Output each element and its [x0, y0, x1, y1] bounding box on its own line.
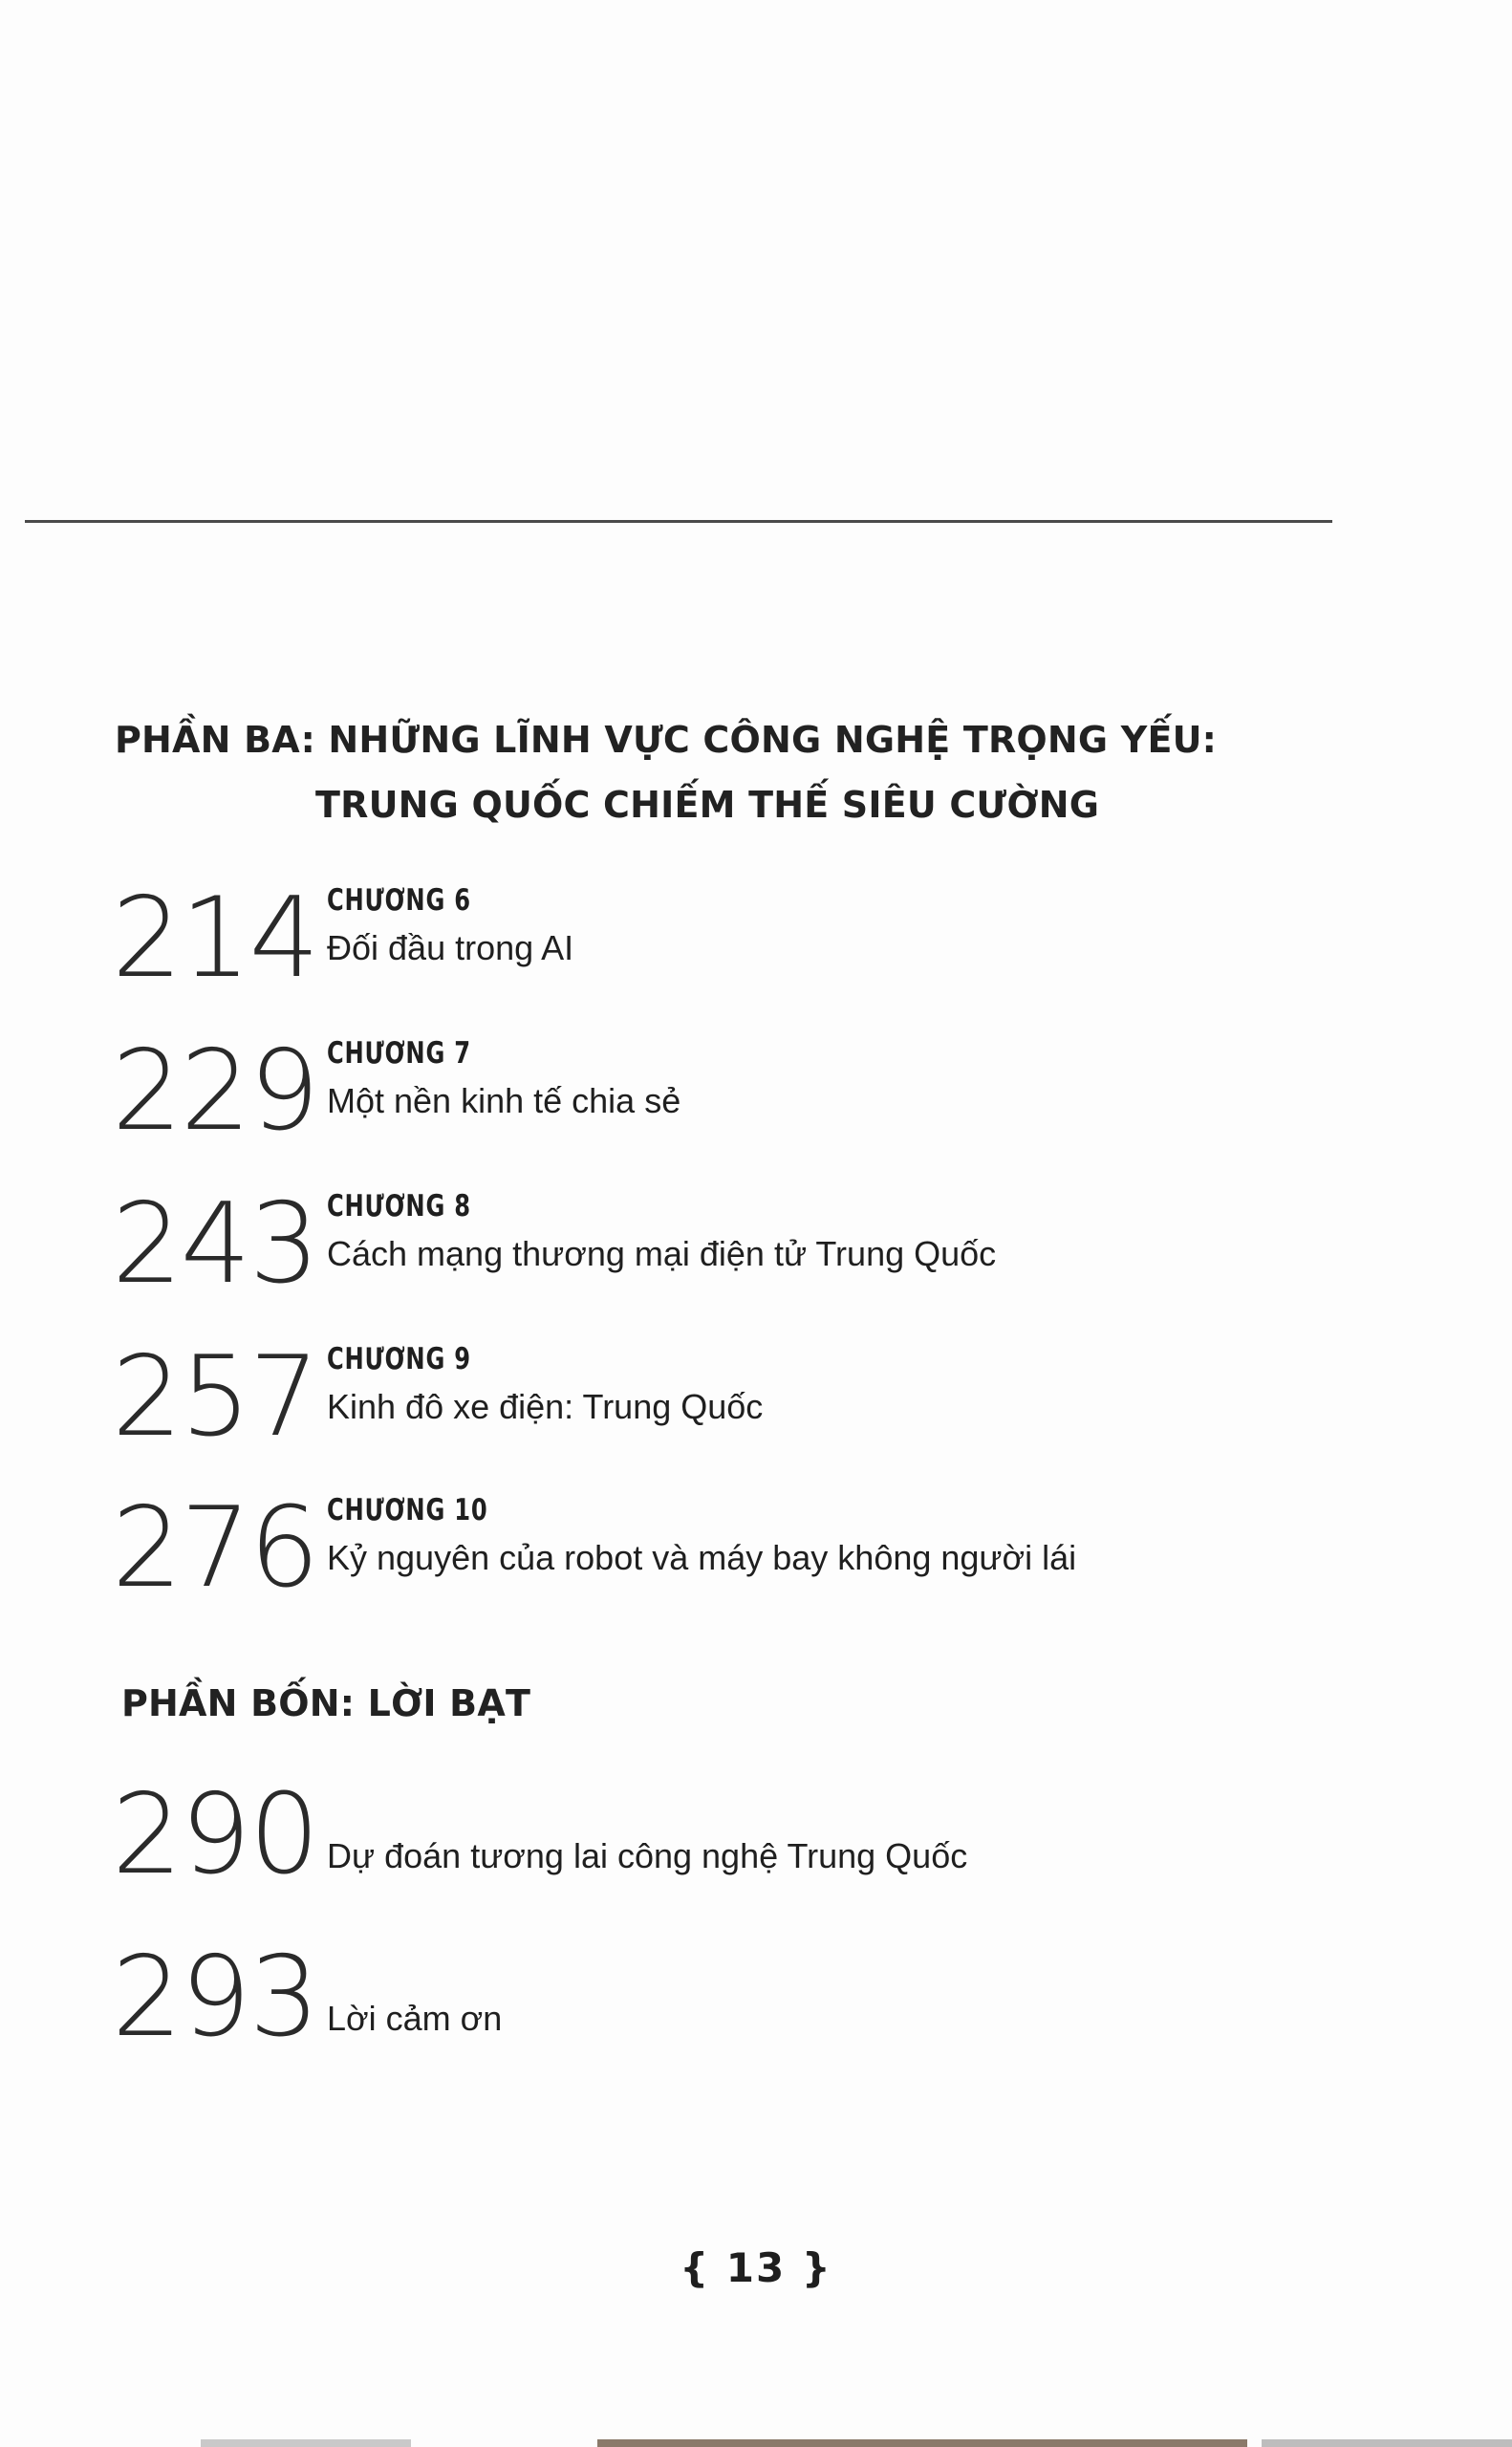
scan-edge-mark	[201, 2439, 411, 2447]
scan-edge-mark	[597, 2439, 1247, 2447]
toc-entry-acknowledgements	[0, 1933, 1338, 2067]
chapter-label: CHƯƠNG 7	[327, 1036, 471, 1071]
part-three-title-line2: TRUNG QUỐC CHIẾM THẾ SIÊU CƯỜNG	[315, 784, 1100, 826]
toc-page-number: 257	[112, 1332, 318, 1462]
part-three-title-line1: PHẦN BA: NHỮNG LĨNH VỰC CÔNG NGHỆ TRỌNG YẾU:	[115, 719, 1218, 761]
toc-page-number: 243	[112, 1180, 318, 1309]
chapter-title: Cách mạng thương mại điện tử Trung Quốc	[327, 1234, 997, 1273]
toc-page-number: 276	[112, 1483, 318, 1613]
toc-entry-chapter-9	[0, 1332, 1338, 1466]
toc-entry-chapter-7	[0, 1027, 1338, 1160]
toc-page-number: 293	[112, 1933, 318, 2062]
chapter-label: CHƯƠNG 9	[327, 1342, 471, 1376]
chapter-label: CHƯƠNG 6	[327, 883, 471, 918]
chapter-label: CHƯƠNG 10	[327, 1493, 488, 1527]
toc-entry-predictions	[0, 1770, 1338, 1904]
chapter-title: Kinh đô xe điện: Trung Quốc	[327, 1387, 764, 1426]
page-number: { 13 }	[680, 2244, 832, 2291]
toc-page-number: 214	[112, 874, 318, 1003]
section-title: Lời cảm ơn	[327, 1999, 503, 2038]
toc-entry-chapter-8	[0, 1180, 1338, 1313]
toc-entry-chapter-6	[0, 874, 1338, 1007]
part-four-title: PHẦN BỐN: LỜI BẠT	[121, 1682, 531, 1724]
chapter-title: Đối đầu trong AI	[327, 928, 574, 967]
section-title: Dự đoán tương lai công nghệ Trung Quốc	[327, 1836, 968, 1875]
toc-page-number: 290	[112, 1770, 318, 1899]
toc-entry-chapter-10	[0, 1483, 1338, 1617]
top-divider-line	[25, 520, 1332, 523]
chapter-label: CHƯƠNG 8	[327, 1189, 471, 1224]
toc-page-number: 229	[112, 1027, 318, 1156]
chapter-title: Kỷ nguyên của robot và máy bay không người lái	[327, 1538, 1077, 1577]
scan-edge-mark	[1262, 2439, 1512, 2447]
chapter-title: Một nền kinh tế chia sẻ	[327, 1081, 681, 1120]
